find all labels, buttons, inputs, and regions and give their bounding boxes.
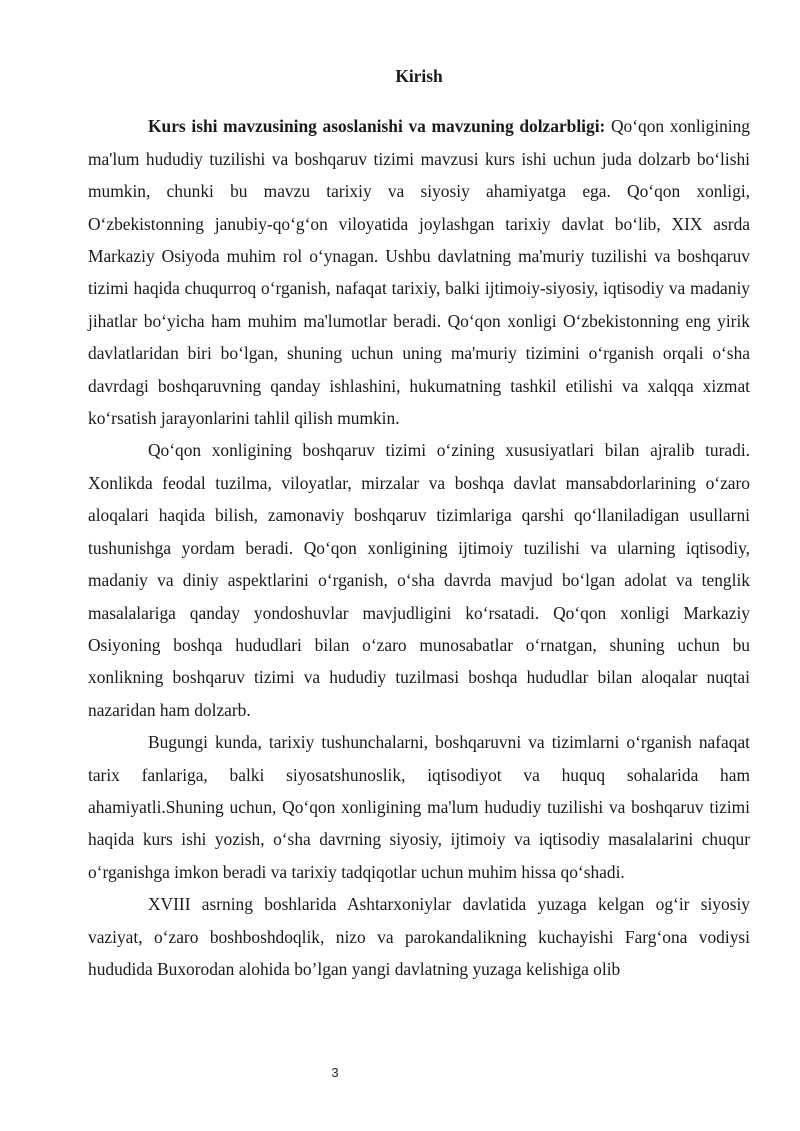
paragraph-1-lead: Kurs ishi mavzusining asoslanishi va mavzuning dolzarbligi: [148,116,606,137]
page-number: 3 [331,1065,339,1080]
paragraph-4: XVIII asrning boshlarida Ashtarxoniylar davlatida yuzaga kelgan og‘ir siyosiy vaziyat, o‘zaro boshboshdoqlik, nizo va parokandalikning kuchayishi Farg‘ona vodiysi hududida Buxorodan alohida bo’lgan yangi davlatning yuzaga kelishiga olib [88,894,750,979]
page-title: Kirish [395,66,443,86]
page-content [88,60,750,985]
paragraph-1-text: Qo‘qon xonligining ma'lum hududiy tuzilishi va boshqaruv tizimi mavzusi kurs ishi uchun juda dolzarb bo‘lishi mumkin, chunki bu mavzu tarixiy va siyosiy ahamiyatga ega. Qo‘qon xonligi, O‘zbekistonning janubiy-qo‘g‘on viloyatida joylashgan tarixiy davlat bo‘lib, XIX asrda Markaziy Osiyoda muhim rol o‘ynagan. Ushbu davlatning ma'muriy tuzilishi va boshqaruv tizimi haqida chuqurroq o‘rganish, nafaqat tarixiy, balki ijtimoiy-siyosiy, iqtisodiy va madaniy jihatlar bo‘yicha ham muhim ma'lumotlar beradi. Qo‘qon xonligi O‘zbekistonning eng yirik davlatlaridan biri bo‘lgan, shuning uchun uning ma'muriy tizimini o‘rganish orqali o‘sha davrdagi boshqaruvning qanday ishlashini, hukumatning tashkil etilishi va xalqqa xizmat ko‘rsatish jarayonlarini tahlil qilish mumkin. [88,116,750,429]
paragraph-1 [88,110,750,434]
paragraph-2: Qo‘qon xonligining boshqaruv tizimi o‘zining xususiyatlari bilan ajralib turadi. Xonlikda feodal tuzilma, viloyatlar, mirzalar va boshqa davlat mansabdorlarining o‘zaro aloqalari haqida bilish, zamonaviy boshqaruv tizimlariga qarshi qo‘llaniladigan usullarni tushunishga yordam beradi. Qo‘qon xonligining ijtimoiy tuzilishi va ularning iqtisodiy, madaniy va diniy aspektlarini o‘rganish, o‘sha davrda mavjud bo‘lgan adolat va tenglik masalalariga qanday yondoshuvlar mavjudligini ko‘rsatadi. Qo‘qon xonligi Markaziy Osiyoning boshqa hududlari bilan o‘zaro munosabatlar o‘rnatgan, shuning uchun bu xonlikning boshqaruv tizimi va hududiy tuzilmasi boshqa hududlar bilan aloqalar nuqtai nazaridan ham dolzarb. [88,440,750,720]
paragraph-3: Bugungi kunda, tarixiy tushunchalarni, boshqaruvni va tizimlarni o‘rganish nafaqat tarix fanlariga, balki siyosatshunoslik, iqtisodiyot va huquq sohalarida ham ahamiyatli.Shuning uchun, Qo‘qon xonligining ma'lum hududiy tuzilishi va boshqaruv tizimi haqida kurs ishi yozish, o‘sha davrning siyosiy, ijtimoiy va iqtisodiy masalalarini chuqur o‘rganishga imkon beradi va tarixiy tadqiqotlar uchun muhim hissa qo‘shadi. [88,732,750,882]
